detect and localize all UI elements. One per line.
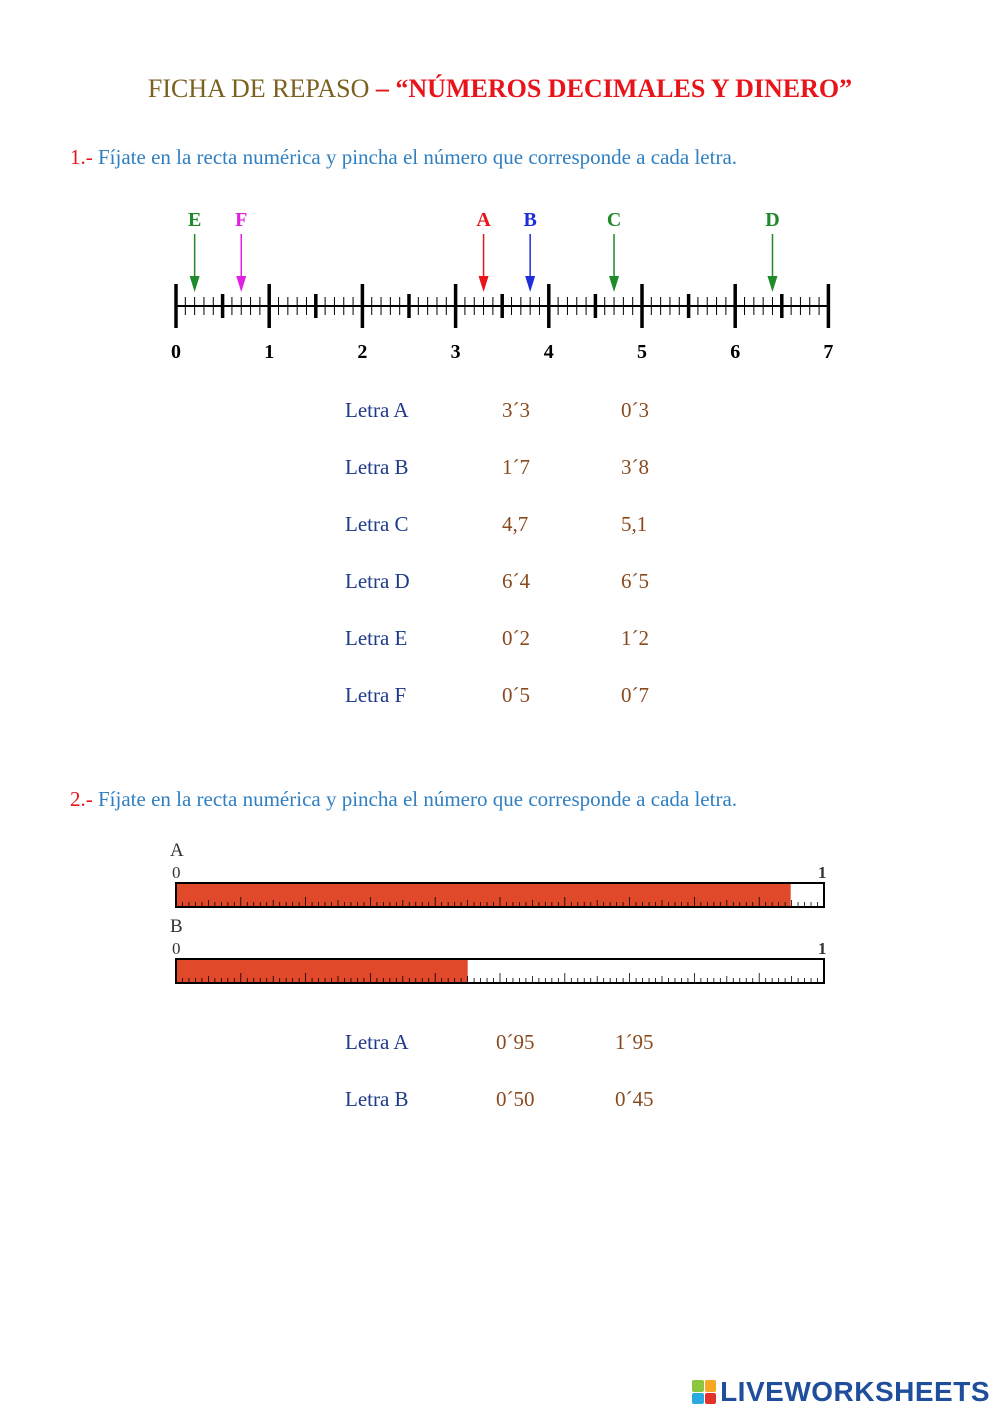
bar-label-b: B (170, 916, 183, 937)
marker-label-b: B (523, 209, 537, 231)
number-line-tick-label: 5 (637, 341, 647, 363)
number-line-tick-label: 0 (171, 341, 181, 363)
answer-option[interactable]: 3´8 (621, 455, 649, 479)
number-line-tick-label: 1 (264, 341, 275, 363)
logo-text: LIVEWORKSHEETS (720, 1376, 990, 1407)
number-line-tick-label: 7 (823, 341, 834, 363)
bar-start-label: 0 (172, 863, 181, 882)
answer-row-label: Letra B (345, 455, 409, 479)
answer-option[interactable]: 1´2 (621, 626, 649, 650)
answer-row-label: Letra F (345, 683, 407, 707)
marker-label-e: E (187, 209, 202, 231)
bar-end-label: 1 (818, 863, 827, 882)
liveworksheets-logo (692, 1377, 990, 1407)
answer-option[interactable]: 1´7 (502, 455, 530, 479)
logo-mark-icon (692, 1380, 716, 1404)
answer-option[interactable]: 4,7 (502, 512, 529, 536)
marker-label-f: F (235, 209, 248, 231)
number-line-tick-label: 6 (730, 341, 741, 363)
bar-fill (177, 960, 468, 982)
answer-option[interactable]: 0´50 (496, 1087, 535, 1111)
title-main: “NÚMEROS DECIMALES Y DINERO” (395, 74, 853, 103)
answer-row-label: Letra B (345, 1087, 409, 1111)
bar-start-label: 0 (172, 939, 181, 958)
answer-option[interactable]: 0´7 (621, 683, 649, 707)
question-2-number: 2.- (70, 787, 93, 811)
bar-fill (177, 884, 791, 906)
title-prefix: FICHA DE REPASO (147, 74, 370, 103)
marker-label-c: C (606, 209, 622, 231)
question-2-text: Fíjate en la recta numérica y pincha el número que corresponde a cada letra. (98, 787, 738, 811)
answer-option[interactable]: 5,1 (621, 512, 648, 536)
title-dash: – (375, 74, 389, 103)
answer-option[interactable]: 6´5 (621, 569, 649, 593)
answer-option[interactable]: 0´3 (621, 398, 649, 422)
answer-option[interactable]: 3´3 (502, 398, 530, 422)
answer-option[interactable]: 0´95 (496, 1030, 535, 1054)
number-line-tick-label: 4 (543, 341, 554, 363)
answer-option[interactable]: 0´2 (502, 626, 530, 650)
answer-option[interactable]: 6´4 (502, 569, 530, 593)
answer-row-label: Letra E (345, 626, 408, 650)
answer-option[interactable]: 0´45 (615, 1087, 654, 1111)
number-line-tick-label: 2 (357, 341, 368, 363)
bar-label-a: A (170, 840, 184, 861)
answer-row-label: Letra A (345, 1030, 409, 1054)
answer-row-label: Letra D (345, 569, 410, 593)
bar-end-label: 1 (818, 939, 827, 958)
answer-row-label: Letra C (345, 512, 409, 536)
answer-row-label: Letra A (345, 398, 409, 422)
question-1-number: 1.- (70, 145, 93, 169)
question-1-text: Fíjate en la recta numérica y pincha el número que corresponde a cada letra. (98, 145, 738, 169)
marker-label-a: A (476, 209, 491, 231)
answer-option[interactable]: 1´95 (615, 1030, 654, 1054)
marker-label-d: D (765, 209, 780, 231)
answer-option[interactable]: 0´5 (502, 683, 530, 707)
number-line-tick-label: 3 (450, 341, 461, 363)
